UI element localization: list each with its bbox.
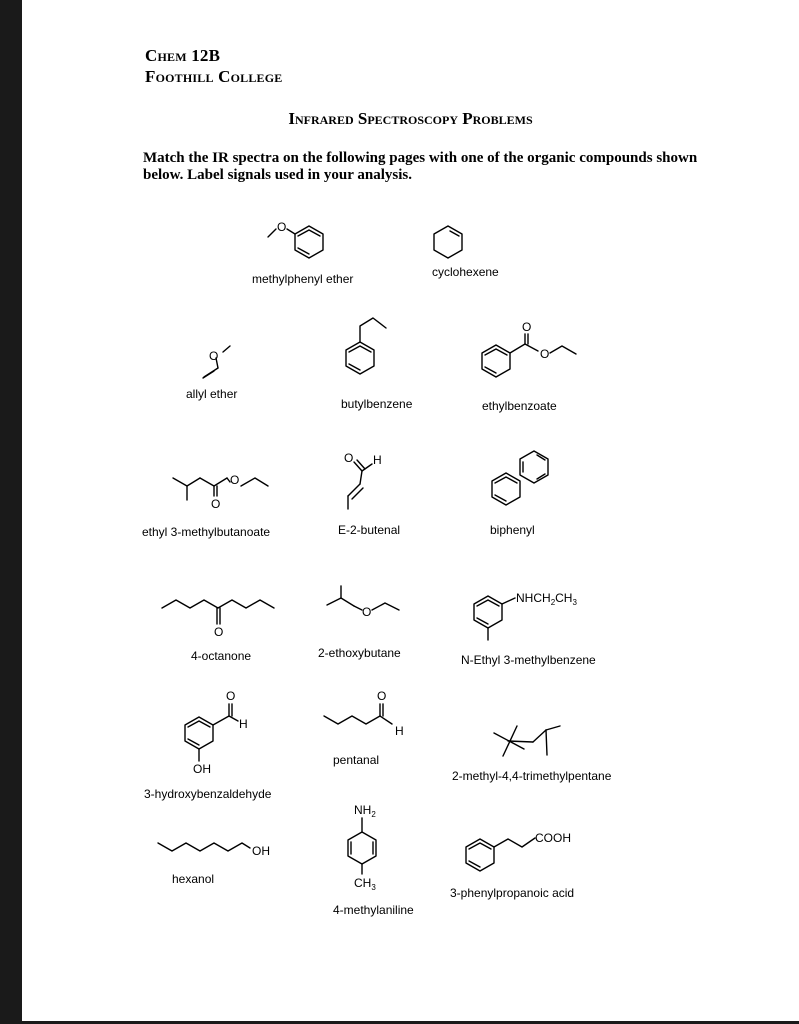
label-e-2-butenal: E-2-butenal bbox=[338, 523, 401, 537]
amino-group: NH2 bbox=[354, 803, 376, 819]
course-header: Chem 12B bbox=[145, 46, 221, 65]
label-3-hydroxybenzaldehyde: 3-hydroxybenzaldehyde bbox=[144, 787, 272, 801]
biphenyl-structure bbox=[490, 451, 548, 537]
carbonyl-oxygen: O bbox=[211, 497, 221, 511]
carboxyl-group: COOH bbox=[535, 831, 571, 845]
butylbenzene-structure bbox=[341, 318, 413, 411]
4-octanone-structure bbox=[162, 600, 274, 663]
oxygen-atom: O bbox=[277, 220, 287, 234]
ethylamino-group: NHCH2CH3 bbox=[516, 591, 577, 607]
label-3-phenylpropanoic-acid: 3-phenylpropanoic acid bbox=[450, 886, 575, 900]
label-2-ethoxybutane: 2-ethoxybutane bbox=[318, 646, 401, 660]
label-biphenyl: biphenyl bbox=[490, 523, 535, 537]
oxygen-atom: O bbox=[209, 349, 219, 363]
allyl-ether-structure bbox=[186, 346, 237, 401]
trimethylpentane-structure bbox=[452, 726, 612, 783]
carbonyl-oxygen: O bbox=[214, 625, 224, 639]
carbonyl-oxygen: O bbox=[344, 451, 354, 465]
cyclohexene-structure bbox=[432, 226, 499, 279]
carbonyl-oxygen: O bbox=[377, 689, 387, 703]
e-2-butenal-structure bbox=[338, 451, 400, 537]
3-phenylpropanoic-acid-structure bbox=[450, 831, 574, 900]
instructions-text: Match the IR spectra on the following pages with one of the organic compounds shown below. Label signals used in your analysis. bbox=[143, 150, 698, 183]
college-header: Foothill College bbox=[145, 67, 283, 86]
methylphenyl-ether-structure bbox=[252, 220, 353, 286]
hydroxyl-group: OH bbox=[252, 844, 270, 858]
pentanal-structure bbox=[324, 689, 404, 767]
2-ethoxybutane-structure bbox=[318, 586, 401, 660]
ethyl-3-methylbutanoate-structure bbox=[142, 473, 270, 539]
label-4-octanone: 4-octanone bbox=[191, 649, 252, 663]
label-pentanal: pentanal bbox=[333, 753, 380, 767]
carbonyl-oxygen: O bbox=[522, 320, 532, 334]
label-methylphenyl-ether: methylphenyl ether bbox=[252, 272, 354, 286]
methyl-group: CH3 bbox=[354, 876, 376, 892]
ether-oxygen: O bbox=[362, 605, 372, 619]
hexanol-structure bbox=[158, 843, 270, 886]
label-ethyl-3-methylbutanoate: ethyl 3-methylbutanoate bbox=[142, 525, 271, 539]
aldehyde-hydrogen: H bbox=[395, 724, 404, 738]
ethylbenzoate-structure bbox=[482, 320, 576, 413]
page-title: Infrared Spectroscopy Problems bbox=[288, 109, 533, 128]
hydroxyl-group: OH bbox=[193, 762, 211, 776]
ester-oxygen: O bbox=[540, 347, 550, 361]
label-n-ethyl-3-methylbenzene: N-Ethyl 3-methylbenzene bbox=[461, 653, 596, 667]
label-ethylbenzoate: ethylbenzoate bbox=[482, 399, 557, 413]
label-4-methylaniline: 4-methylaniline bbox=[333, 903, 414, 917]
4-methylaniline-structure bbox=[333, 803, 414, 917]
aldehyde-hydrogen: H bbox=[239, 717, 248, 731]
n-ethyl-3-methylbenzene-structure bbox=[461, 591, 596, 667]
label-cyclohexene: cyclohexene bbox=[432, 265, 499, 279]
label-butylbenzene: butylbenzene bbox=[341, 397, 413, 411]
label-allyl-ether: allyl ether bbox=[186, 387, 238, 401]
3-hydroxybenzaldehyde-structure bbox=[144, 689, 272, 801]
label-hexanol: hexanol bbox=[172, 872, 215, 886]
carbonyl-oxygen: O bbox=[226, 689, 236, 703]
ester-oxygen: O bbox=[230, 473, 240, 487]
label-trimethylpentane: 2-methyl-4,4-trimethylpentane bbox=[452, 769, 612, 783]
aldehyde-hydrogen: H bbox=[373, 453, 382, 467]
